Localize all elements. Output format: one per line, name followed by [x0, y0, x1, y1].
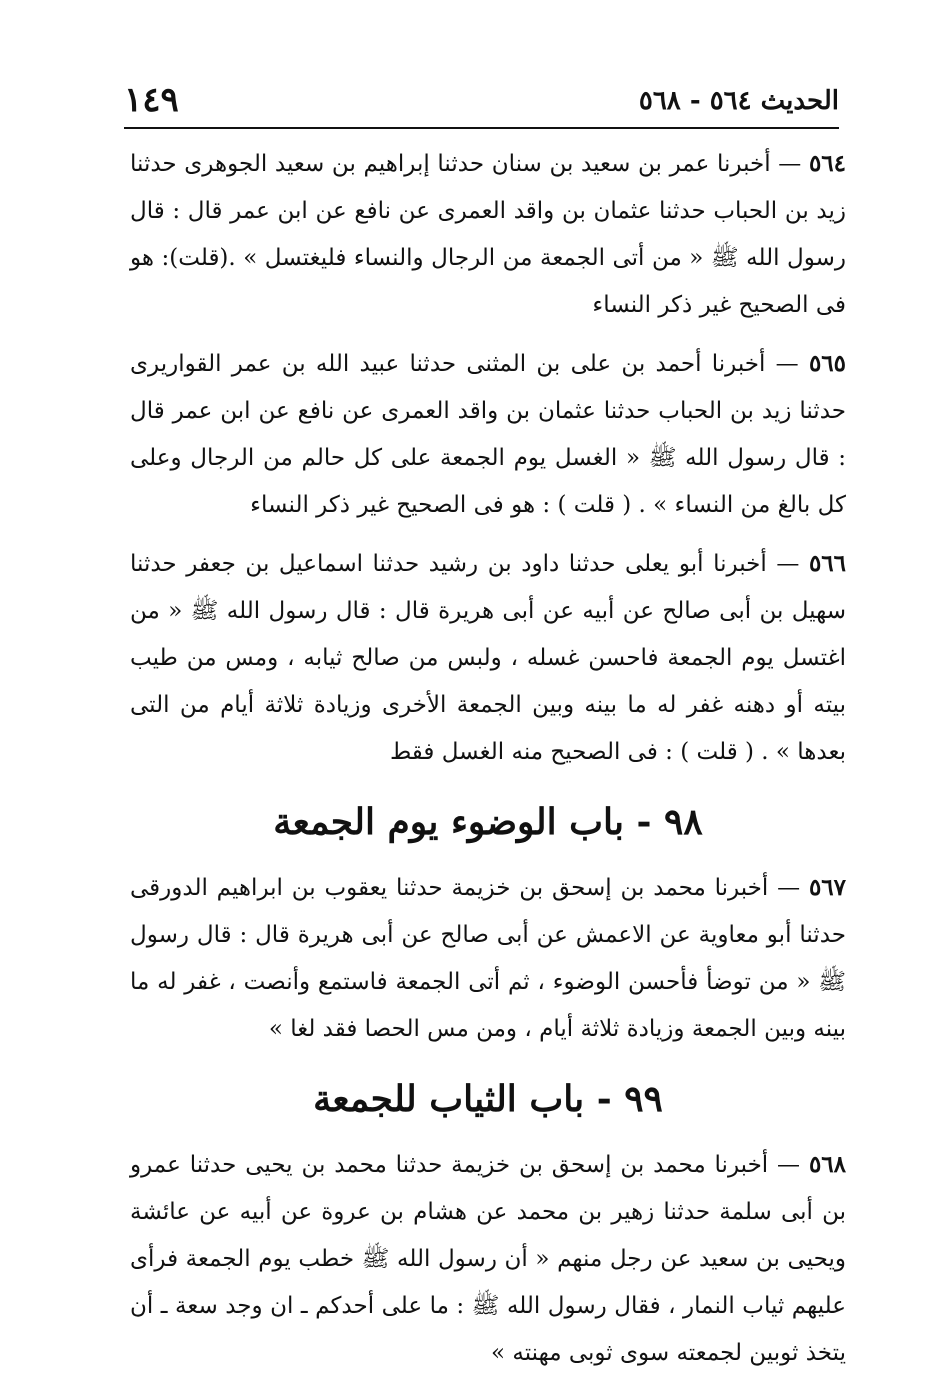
hadith-number: ٥٦٧ [808, 874, 846, 901]
hadith-564 [130, 140, 846, 329]
hadith-text: — أخبرنا أحمد بن على بن المثنى حدثنا عبيد الله بن عمر القواريرى حدثنا زيد بن الحباب حدثنا عثمان بن واقد العمرى عن نافع عن ابن عمر قال : قال رسول الله ﷺ « الغسل يوم الجمعة على كل حالم من الرجال وعلى كل بالغ من النساء » . ( قلت ) : هو فى الصحيح غير ذكر النساء [130, 351, 846, 518]
hadith-567 [130, 864, 846, 1053]
hadith-range: الحديث ٥٦٤ - ٥٦٨ [638, 86, 839, 116]
page-header [124, 80, 839, 130]
hadith-number: ٥٦٤ [808, 150, 846, 177]
hadith-text: — أخبرنا محمد بن إسحق بن خزيمة حدثنا محمد بن يحيى حدثنا عمرو بن أبى سلمة حدثنا زهير بن محمد عن هشام بن عروة عن أبيه عن عائشة ويحيى بن سعيد عن رجل منهم « أن رسول الله ﷺ خطب يوم الجمعة فرأى عليهم ثياب النمار ، فقال رسول الله ﷺ : ما على أحدكم ـ ان وجد سعة ـ أن يتخذ ثوبين لجمعته سوى ثوبى مهنته » [130, 1152, 846, 1366]
hadith-text: — أخبرنا عمر بن سعيد بن سنان حدثنا إبراهيم بن سعيد الجوهرى حدثنا زيد بن الحباب حدثنا عثمان بن واقد العمرى عن نافع عن ابن عمر قال : قال رسول الله ﷺ « من أتى الجمعة من الرجال والنساء فليغتسل » .(قلت): هو فى الصحيح غير ذكر النساء [130, 151, 846, 318]
hadith-text: — أخبرنا أبو يعلى حدثنا داود بن رشيد حدثنا اسماعيل بن جعفر حدثنا سهيل بن أبى صالح عن أبيه عن أبى هريرة قال : قال رسول الله ﷺ « من اغتسل يوم الجمعة فاحسن غسله ، ولبس من صالح ثيابه ، ومس من طيب بيته أو دهنه غفر له ما بينه وبين الجمعة الأخرى وزيادة ثلاثة أيام من التى بعدها » . ( قلت ) : فى الصحيح منه الغسل فقط [130, 551, 846, 765]
header-divider [124, 127, 839, 129]
hadith-number: ٥٦٥ [808, 350, 846, 377]
hadith-565 [130, 340, 846, 529]
hadith-text: — أخبرنا محمد بن إسحق بن خزيمة حدثنا يعقوب بن ابراهيم الدورقى حدثنا أبو معاوية عن الاعمش عن أبى صالح عن أبى هريرة قال : قال رسول ﷺ « من توضأ فأحسن الوضوء ، ثم أتى الجمعة فاستمع وأنصت ، غفر له ما بينه وبين الجمعة وزيادة ثلاثة أيام ، ومن مس الحصا فقد لغا » [130, 875, 846, 1042]
hadith-566 [130, 540, 846, 776]
hadith-number: ٥٦٨ [808, 1151, 846, 1178]
hadith-number: ٥٦٦ [808, 550, 846, 577]
page-body [130, 140, 846, 1388]
chapter-heading-98: ٩٨ - باب الوضوء يوم الجمعة [273, 801, 703, 843]
page-number: ١٤٩ [124, 80, 179, 120]
chapter-heading-99: ٩٩ - باب الثياب للجمعة [313, 1078, 663, 1120]
hadith-568 [130, 1141, 846, 1377]
